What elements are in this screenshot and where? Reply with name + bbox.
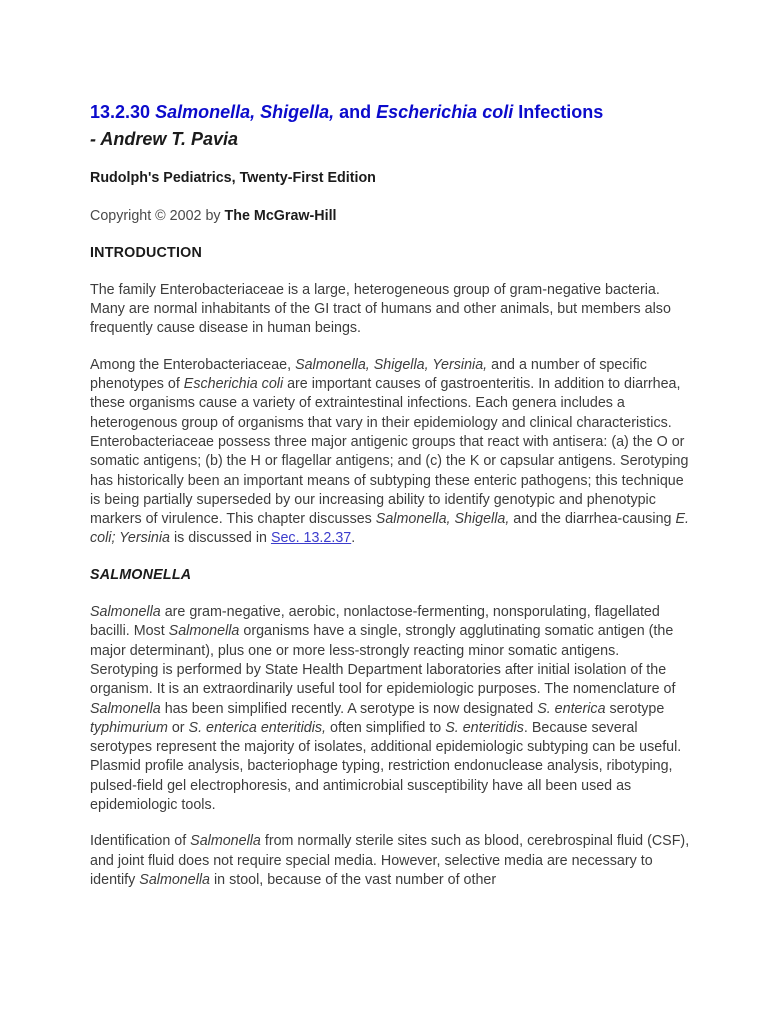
section-link[interactable]: Sec. 13.2.37 <box>270 530 352 547</box>
text-run: - Andrew T. Pavia <box>90 129 239 149</box>
text-run: Infections <box>513 102 604 122</box>
paragraph-salmonella-2 <box>90 832 690 890</box>
text-run: Salmonella <box>190 833 261 850</box>
edition-title: Rudolph's Pediatrics, Twenty-First Edition <box>90 170 376 186</box>
text-run: from normally sterile sites such as blood, cerebrospinal fluid (CSF), and joint fluid does not require special media. However, selective media are necessary to identify <box>90 833 690 888</box>
text-run: S. enteritidis <box>445 719 524 736</box>
section-heading-introduction: INTRODUCTION <box>90 244 203 261</box>
text-run: Salmonella, Shigella, Yersinia, <box>295 356 488 373</box>
text-run: Salmonella <box>90 700 161 717</box>
text-run: in stool, because of the vast number of other <box>210 871 497 888</box>
text-run: Salmonella, Shigella, <box>155 102 335 122</box>
paragraph-salmonella-1 <box>90 603 690 815</box>
text-run: Escherichia coli <box>183 376 284 393</box>
text-run: Escherichia coli <box>376 102 514 122</box>
text-run: has been simplified recently. A serotype is now designated <box>160 700 538 717</box>
text-run: The family Enterobacteriaceae is a large, heterogeneous group of gram-negative bacteria. Many are normal inhabitants of the GI tract of humans and other animals, but members also frequently cause disease in human beings. <box>90 281 671 337</box>
text-run: Salmonella <box>139 871 211 888</box>
text-run: S. enterica enteritidis, <box>188 719 327 736</box>
text-run: Identification of <box>90 833 191 850</box>
text-run: Salmonella <box>90 604 161 621</box>
text-run: and a number of specific phenotypes of <box>90 356 647 393</box>
text-run: often simplified to <box>326 719 446 736</box>
text-run: or <box>167 719 189 736</box>
paragraph-introduction-1 <box>90 281 690 339</box>
text-run: are gram-negative, aerobic, nonlactose-fermenting, nonsporulating, flagellated bacilli. Most <box>90 604 660 640</box>
text-run: The McGraw-Hill <box>224 208 337 225</box>
text-run: serotype <box>605 700 665 717</box>
text-run: S. enterica <box>537 700 606 717</box>
text-run: Salmonella, Shigella, <box>375 511 510 528</box>
section-heading-salmonella: SALMONELLA <box>90 566 192 583</box>
text-run: . Because several serotypes represent the majority of isolates, additional epidemiologic subtyping can be useful. Plasmid profile analysis, bacteriophage typing, restriction endonuclease analysis, ribotyping, pulsed-field gel electrophoresis, and antimicrobial susceptibility have all been used as epidemiologic tools. <box>90 719 682 814</box>
text-run: . <box>351 530 356 547</box>
text-run: are important causes of gastroenteritis. In addition to diarrhea, these organisms cause a variety of extraintestinal infections. Each genera includes a heterogenous group of organisms that vary in their epidemiology and clinical characteristics. Enterobacteriaceae possess three major antigenic groups that react with antisera: (a) the O or somatic antigens; (b) the H or flagellar antigens; and (c) the K or capsular antigens. Serotyping has historically been an important means of subtyping these enteric pathogens; this technique is being partially superseded by our increasing ability to identify genotypic and phenotypic markers of virulence. This chapter discusses <box>90 376 689 528</box>
text-run: Salmonella <box>168 623 240 640</box>
text-run: typhimurium <box>90 719 168 736</box>
text-run: Among the Enterobacteriaceae, <box>90 356 296 373</box>
text-run: and <box>334 102 377 122</box>
copyright-line <box>90 207 690 226</box>
paragraph-introduction-2 <box>90 356 690 549</box>
text-run: is discussed in <box>170 530 271 547</box>
text-run: Copyright © 2002 by <box>90 208 225 225</box>
text-run: organisms have a single, strongly agglutinating somatic antigen (the major determinant), plus one or more less-strongly reacting minor somatic antigens. Serotyping is performed by State Health Department laboratories after initial isolation of the organism. It is an extraordinarily useful tool for epidemiologic purposes. The nomenclature of <box>90 623 676 698</box>
page-title <box>90 99 690 126</box>
text-run: E. coli; Yersinia <box>90 511 689 547</box>
author-line <box>90 126 690 153</box>
text-run: 13.2.30 <box>90 102 156 122</box>
text-run: and the diarrhea-causing <box>509 511 676 528</box>
